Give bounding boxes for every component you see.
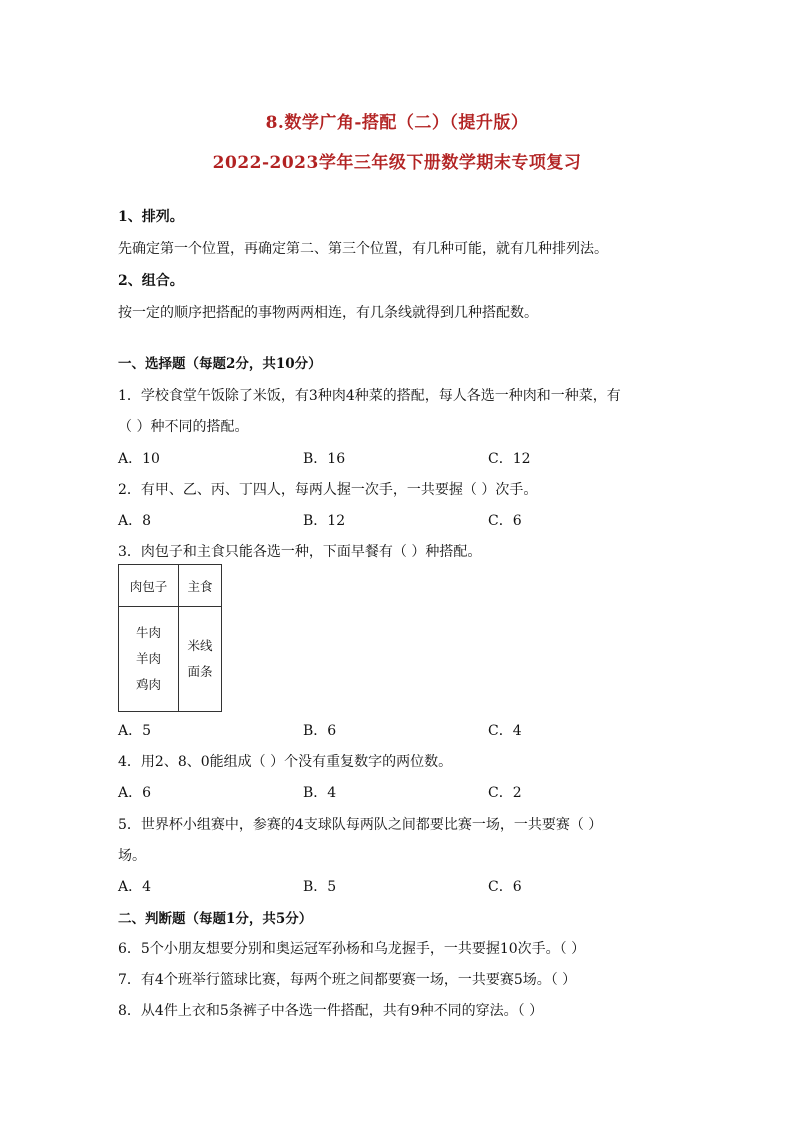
knowledge-heading-1: 1、排列。	[118, 209, 184, 225]
question-3-option-b: B．6	[303, 723, 337, 739]
section-1-heading: 一、选择题（每题2分，共10分）	[118, 356, 322, 372]
table-cell-bun-options	[119, 607, 179, 712]
table-item: 米线	[187, 638, 213, 653]
question-4-option-a: A．6	[118, 785, 152, 801]
question-1-option-c: C．12	[488, 451, 531, 467]
question-4-line-1: 4．用2、8、0能组成（ ）个没有重复数字的两位数。	[118, 754, 453, 770]
question-1-line-2: （ ）种不同的搭配。	[118, 419, 249, 435]
table-header-bun: 肉包子	[119, 565, 179, 607]
table-item: 牛肉	[135, 625, 161, 640]
question-5-line-2: 场。	[118, 848, 146, 864]
question-1-line-1: 1．学校食堂午饭除了米饭，有3种肉4种菜的搭配，每人各选一种肉和一种菜，有	[118, 388, 621, 404]
question-2-option-b: B．12	[303, 513, 346, 529]
question-3-option-c: C．4	[488, 723, 522, 739]
question-5-line-1: 5．世界杯小组赛中，参赛的4支球队每两队之间都要比赛一场，一共要赛（ ）	[118, 817, 603, 833]
question-4-option-b: B．4	[303, 785, 337, 801]
question-6: 6．5个小朋友想要分别和奥运冠军孙杨和乌龙握手，一共要握10次手。（ ）	[118, 941, 586, 957]
question-2-option-a: A．8	[118, 513, 152, 529]
question-4-option-c: C．2	[488, 785, 522, 801]
table-cell-staple-options	[179, 607, 222, 712]
document-title: 8.数学广角-搭配（二）（提升版）	[265, 113, 529, 133]
question-7: 7．有4个班举行篮球比赛，每两个班之间都要赛一场，一共要赛5场。（ ）	[118, 972, 577, 988]
question-5-option-a: A．4	[118, 879, 152, 895]
question-5-option-c: C．6	[488, 879, 522, 895]
question-5-option-b: B．5	[303, 879, 337, 895]
table-item: 面条	[187, 664, 213, 679]
knowledge-heading-2: 2、组合。	[118, 273, 184, 289]
table-item: 羊肉	[135, 651, 161, 666]
table-header-staple: 主食	[179, 565, 222, 607]
knowledge-text-2: 按一定的顺序把搭配的事物两两相连，有几条线就得到几种搭配数。	[118, 305, 538, 321]
question-1-option-b: B．16	[303, 451, 346, 467]
question-2-line-1: 2．有甲、乙、丙、丁四人，每两人握一次手，一共要握（ ）次手。	[118, 482, 538, 498]
question-3-line-1: 3．肉包子和主食只能各选一种，下面早餐有（ ）种搭配。	[118, 544, 482, 560]
question-1-option-a: A．10	[118, 451, 160, 467]
table-item: 鸡肉	[135, 677, 161, 692]
section-2-heading: 二、判断题（每题1分，共5分）	[118, 911, 313, 927]
knowledge-text-1: 先确定第一个位置，再确定第二、第三个位置，有几种可能，就有几种排列法。	[118, 241, 608, 257]
question-8: 8．从4件上衣和5条裤子中各选一件搭配，共有9种不同的穿法。（ ）	[118, 1003, 544, 1019]
document-subtitle: 2022-2023学年三年级下册数学期末专项复习	[212, 153, 582, 173]
question-3-option-a: A．5	[118, 723, 152, 739]
breakfast-table	[118, 564, 222, 712]
question-2-option-c: C．6	[488, 513, 522, 529]
